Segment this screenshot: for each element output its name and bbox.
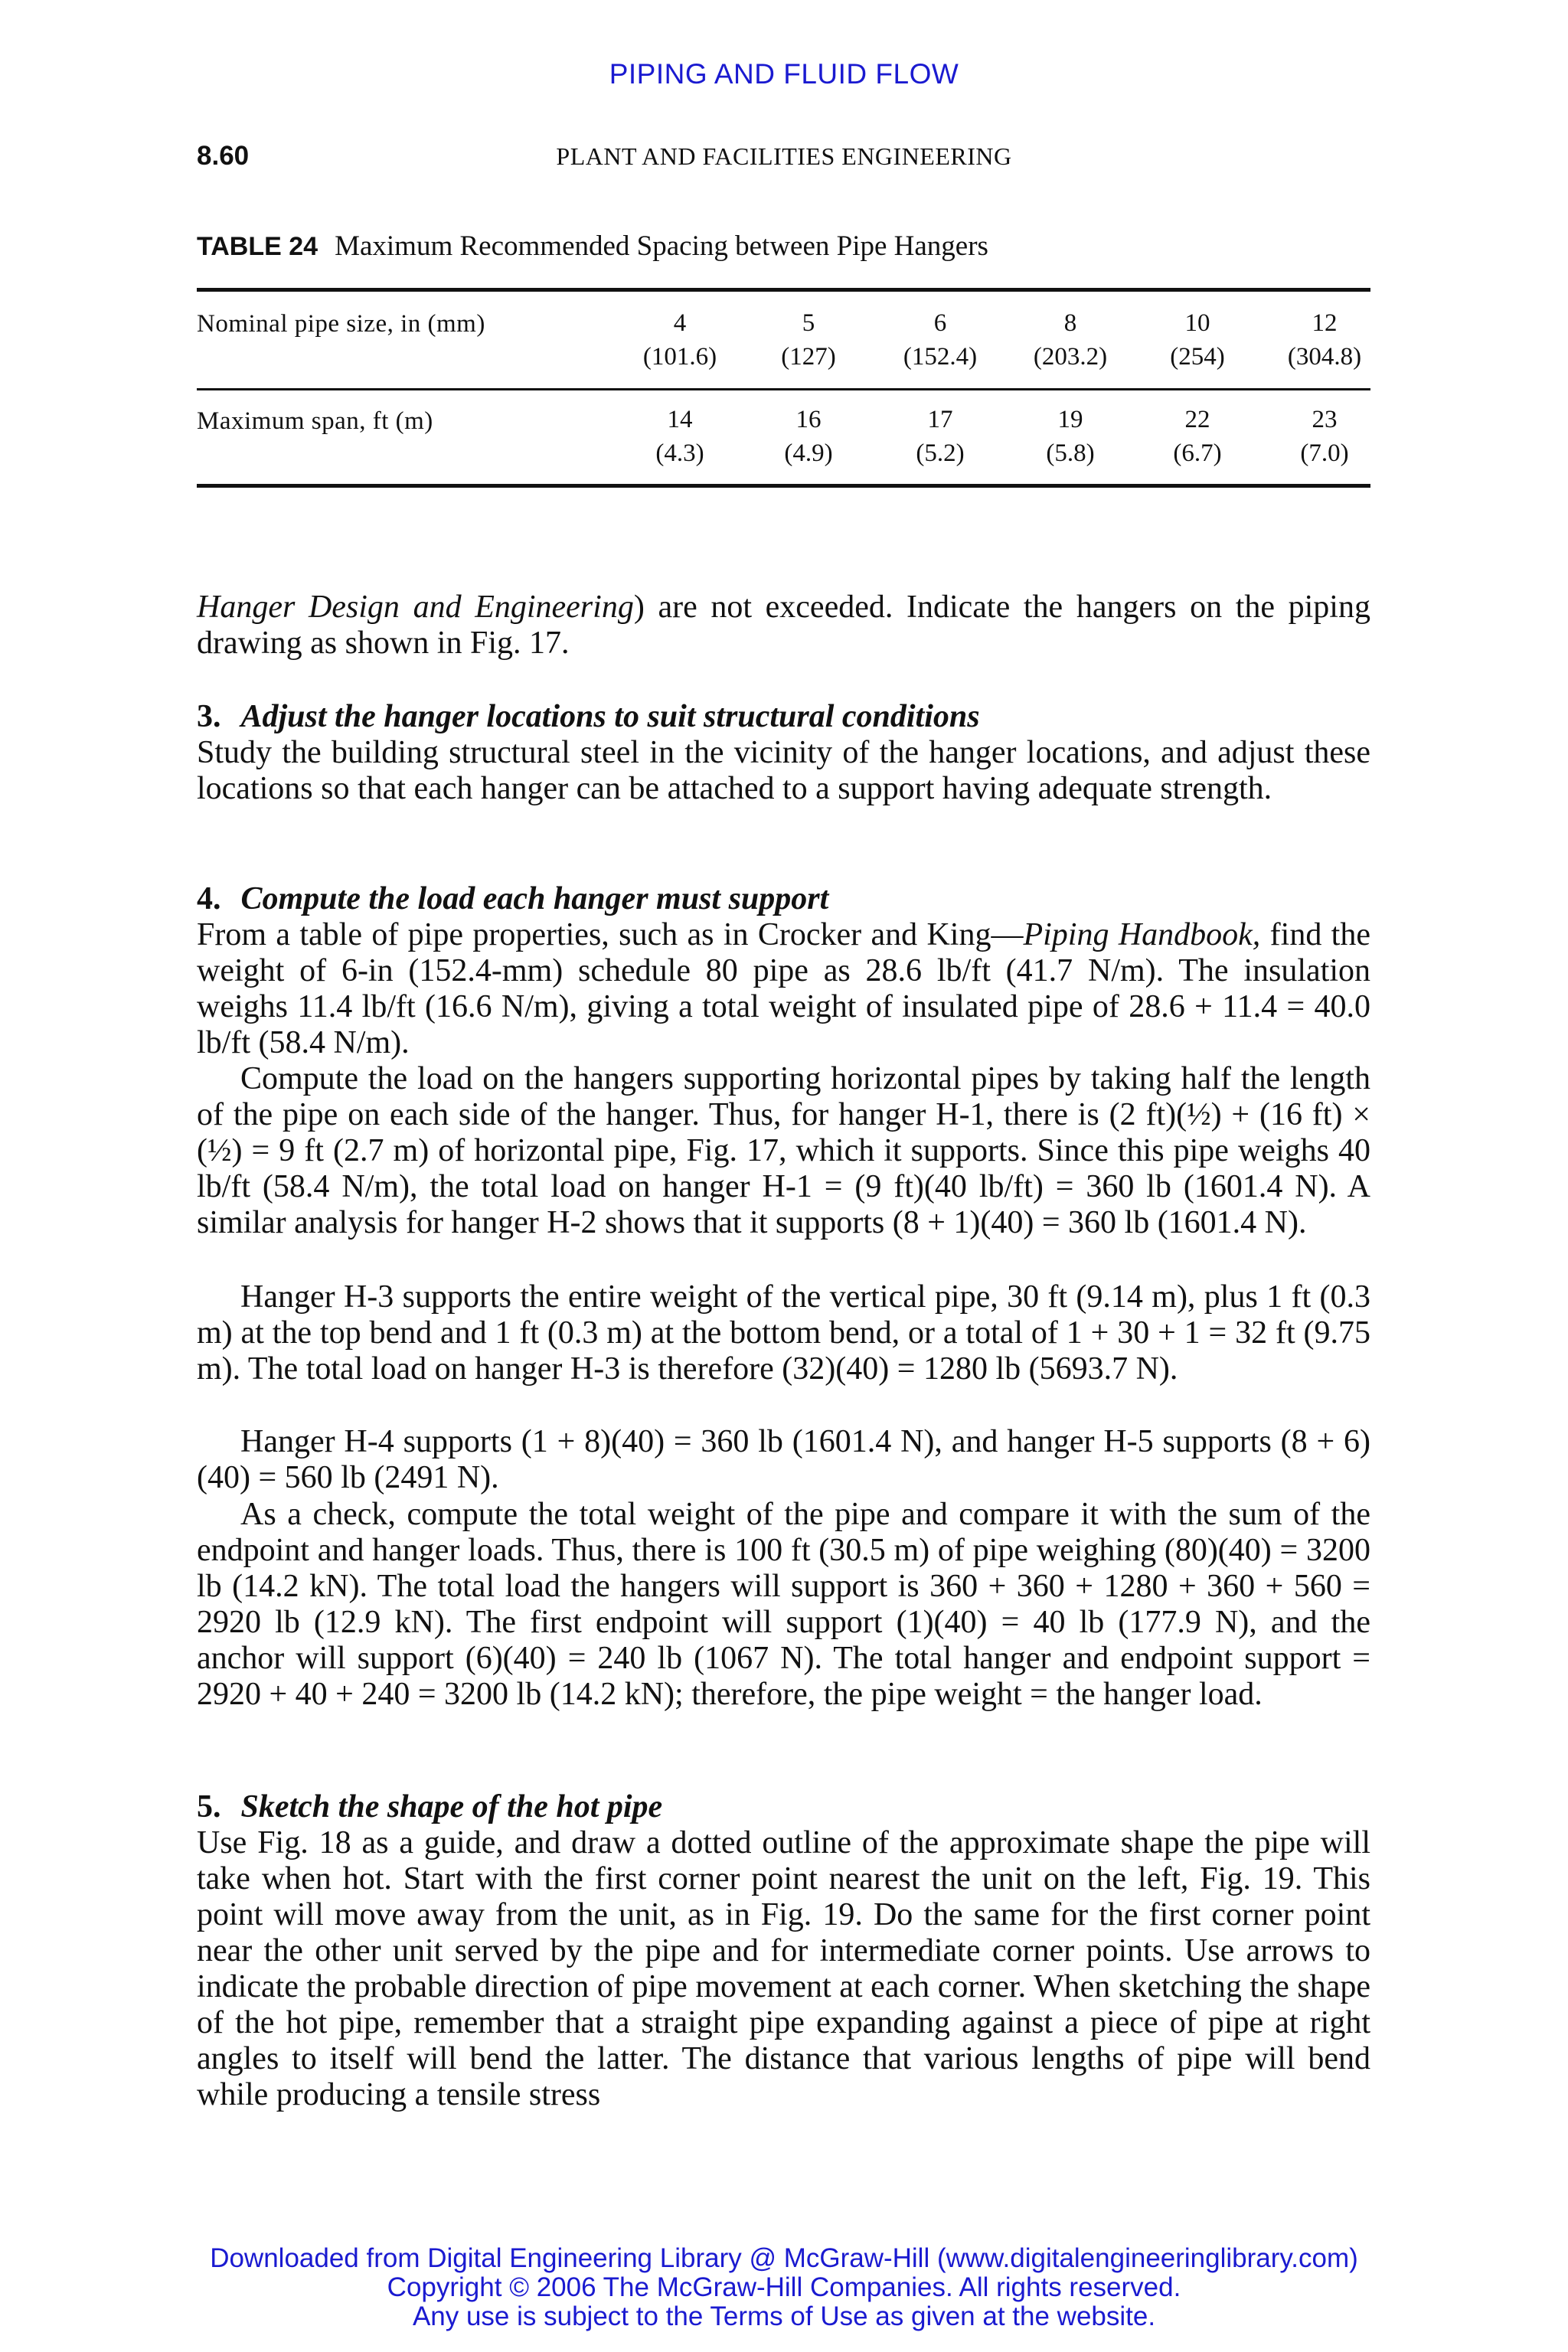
table-cell-size: 5 (127) bbox=[781, 309, 836, 371]
section-5-paragraph: Use Fig. 18 as a guide, and draw a dotted outline of the approximate shape the pipe will take when hot. Start with the first corner point nearest the unit on the left, Fig. 19. This point will move away from the unit, as in Fig. 19. Do the same for the first corner point near the other unit served by the pipe and for intermediate corner points. Use arrows to indicate the probable direction of pipe movement at each corner. When sketching the shape of the hot pipe, remember that a straight pipe expanding against a piece of pipe at right angles to itself will bend the latter. The distance that various lengths of pipe will bend while producing a tensile stress bbox=[197, 1825, 1370, 2112]
table-caption-text: Maximum Recommended Spacing between Pipe Hangers bbox=[335, 230, 988, 262]
table-cell-size: 8 (203.2) bbox=[1033, 309, 1108, 371]
table-cell-size: 12 (304.8) bbox=[1287, 309, 1362, 371]
table-cell-size: 10 (254) bbox=[1170, 309, 1225, 371]
footer-download-notice: Downloaded from Digital Engineering Library @ McGraw-Hill (www.digitalengineeringlibrary.com) bbox=[210, 2243, 1358, 2273]
table-row-label-pipe-size: Nominal pipe size, in (mm) bbox=[197, 310, 485, 338]
table-bottom-rule bbox=[197, 484, 1370, 488]
page-number: 8.60 bbox=[197, 141, 250, 171]
running-head: PLANT AND FACILITIES ENGINEERING bbox=[556, 142, 1012, 170]
section-5-heading: 5. Sketch the shape of the hot pipe bbox=[197, 1789, 663, 1824]
section-4-heading: 4. Compute the load each hanger must support bbox=[197, 881, 829, 916]
footer-copyright: Copyright © 2006 The McGraw-Hill Companies. All rights reserved. bbox=[387, 2272, 1181, 2302]
table-mid-rule bbox=[197, 388, 1370, 390]
section-4-paragraph-1: From a table of pipe properties, such as in Crocker and King—Piping Handbook, find the weight of 6-in (152.4-mm) schedule 80 pipe as 28.6 lb/ft (41.7 N/m). The insulation weighs 11.4 lb/ft (16.6 N/m), giving a total weight of insulated pipe of 28.6 + 11.4 = 40.0 lb/ft (58.4 N/m). bbox=[197, 917, 1370, 1060]
table-cell-span: 22 (6.7) bbox=[1173, 406, 1222, 467]
table-cell-span: 14 (4.3) bbox=[655, 406, 704, 467]
paragraph-hanger-design: Hanger Design and Engineering) are not exceeded. Indicate the hangers on the piping drawing as shown in Fig. 17. bbox=[197, 590, 1370, 661]
section-4-paragraph-3: Hanger H-3 supports the entire weight of the vertical pipe, 30 ft (9.14 m), plus 1 ft (0.3 m) at the top bend and 1 ft (0.3 m) at the bottom bend, or a total of 1 + 30 + 1 = 32 ft (9.75 m). The total load on hanger H-3 is therefore (32)(40) = 1280 lb (5693.7 N). bbox=[197, 1279, 1370, 1387]
table-label: TABLE 24 bbox=[197, 232, 318, 261]
table-cell-span: 16 (4.9) bbox=[784, 406, 833, 467]
section-4-paragraph-4: Hanger H-4 supports (1 + 8)(40) = 360 lb (1601.4 N), and hanger H-5 supports (8 + 6)(40) = 560 lb (2491 N). bbox=[197, 1424, 1370, 1495]
table-cell-span: 17 (5.2) bbox=[916, 406, 965, 467]
section-3-heading: 3. Adjust the hanger locations to suit structural conditions bbox=[197, 699, 980, 734]
section-3-paragraph: Study the building structural steel in the vicinity of the hanger locations, and adjust these locations so that each hanger can be attached to a support having adequate strength. bbox=[197, 735, 1370, 806]
section-title-header: PIPING AND FLUID FLOW bbox=[609, 58, 959, 90]
table-top-rule bbox=[197, 288, 1370, 292]
table-caption bbox=[197, 230, 988, 263]
table-cell-size: 6 (152.4) bbox=[903, 309, 978, 371]
table-row-label-max-span: Maximum span, ft (m) bbox=[197, 407, 433, 435]
table-cell-span: 23 (7.0) bbox=[1300, 406, 1349, 467]
section-4-paragraph-5: As a check, compute the total weight of the pipe and compare it with the sum of the endpoint and hanger loads. Thus, there is 100 ft (30.5 m) of pipe weighing (80)(40) = 3200 lb (14.2 kN). The total load the hangers will support is 360 + 360 + 1280 + 360 + 560 = 2920 lb (12.9 kN). The first endpoint will support (1)(40) = 40 lb (177.9 N), and the anchor will support (6)(40) = 240 lb (1067 N). The total hanger and endpoint support = 2920 + 40 + 240 = 3200 lb (14.2 kN); therefore, the pipe weight = the hanger load. bbox=[197, 1497, 1370, 1712]
table-cell-span: 19 (5.8) bbox=[1046, 406, 1095, 467]
table-cell-size: 4 (101.6) bbox=[642, 309, 717, 371]
section-4-paragraph-2: Compute the load on the hangers supporting horizontal pipes by taking half the length of the pipe on each side of the hanger. Thus, for hanger H-1, there is (2 ft)(½) + (16 ft) × (½) = 9 ft (2.7 m) of horizontal pipe, Fig. 17, which it supports. Since this pipe weighs 40 lb/ft (58.4 N/m), the total load on hanger H-1 = (9 ft)(40 lb/ft) = 360 lb (1601.4 N). A similar analysis for hanger H-2 shows that it supports (8 + 1)(40) = 360 lb (1601.4 N). bbox=[197, 1061, 1370, 1240]
footer-terms: Any use is subject to the Terms of Use as given at the website. bbox=[412, 2301, 1156, 2331]
